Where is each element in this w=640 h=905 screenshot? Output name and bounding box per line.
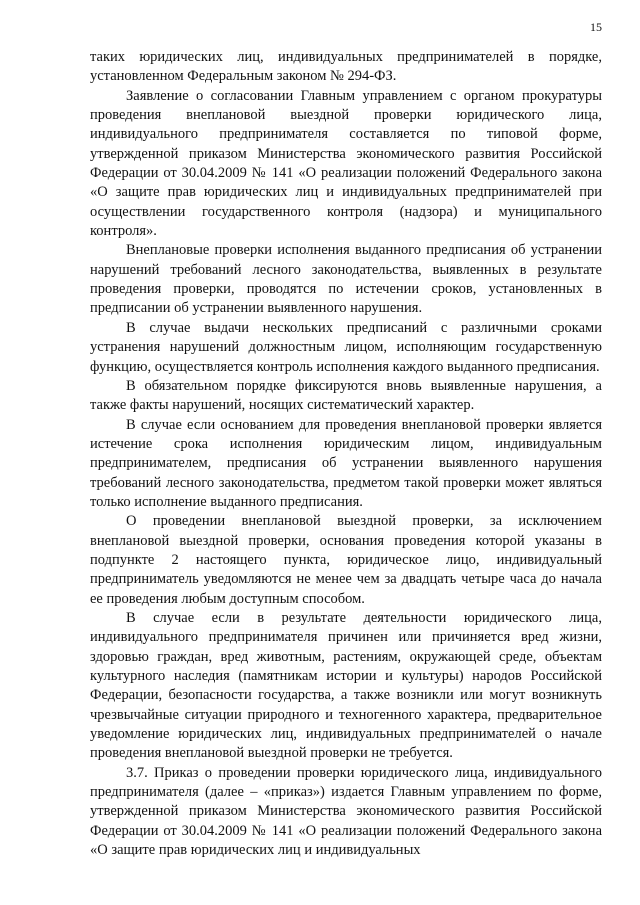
paragraph-application-approval: Заявление о согласовании Главным управлением с органом прокуратуры проведения внеплановой выездной проверки юридического лица, индивидуального предпринимателя составляется по типовой форме, утвержденной приказом Министерства экономического развития Российской Федерации от 30.04.2009 № 141 «О реализации положений Федерального закона «О защите прав юридических лиц и индивидуальных предпринимателей при осуществлении государственного контроля (надзора) и муниципального контроля».	[90, 87, 602, 240]
page-number: 15	[590, 20, 602, 34]
paragraph-new-violations: В обязательном порядке фиксируются вновь выявленные нарушения, а также факты нарушений, носящих систематический характер.	[90, 377, 602, 414]
paragraph-inspection-basis: В случае если основанием для проведения внеплановой проверки является истечение срока исполнения юридическим лицом, индивидуальным предпринимателем, предписания об устранении выявленного нарушения требований лесного законодательства, предметом такой проверки может являться только исполнение выданного предписания.	[90, 416, 602, 510]
paragraph-harm-case: В случае если в результате деятельности юридического лица, индивидуального предпринимателя причинен или причиняется вред жизни, здоровью граждан, вред животным, растениям, окружающей среде, объектам культурного наследия (памятникам истории и культуры) народов Российской Федерации, безопасности государства, а также возникли или могут возникнуть чрезвычайные ситуации природного и техногенного характера, предварительное уведомление юридических лиц, индивидуальных предпринимателей о начале проведения внеплановой выездной проверки не требуется.	[90, 609, 602, 762]
paragraph-continuation: таких юридических лиц, индивидуальных предпринимателей в порядке, установленном Федеральным законом № 294-ФЗ.	[90, 49, 602, 85]
paragraph-notification: О проведении внеплановой выездной проверки, за исключением внеплановой выездной проверки, основания проведения которой указаны в подпункте 2 настоящего пункта, юридическое лицо, индивидуальный предприниматель уведомляются не менее чем за двадцать четыре часа до начала ее проведения любым доступным способом.	[90, 513, 602, 607]
paragraph-multiple-orders: В случае выдачи нескольких предписаний с различными сроками устранения нарушений должностным лицом, исполняющим государственную функцию, осуществляется контроль исполнения каждого выданного предписания.	[90, 319, 602, 375]
paragraph-unscheduled-inspections: Внеплановые проверки исполнения выданного предписания об устранении нарушений требований лесного законодательства, выявленных в результате проведения проверки, проводятся по истечении сроков, установленных в предписании об устранении выявленного нарушения.	[90, 242, 602, 317]
paragraph-section-3-7: 3.7. Приказ о проведении проверки юридического лица, индивидуального предпринимателя (далее – «приказ») издается Главным управлением по форме, утвержденной приказом Министерства экономического развития Российской Федерации от 30.04.2009 № 141 «О реализации положений Федерального закона «О защите прав юридических лиц и индивидуальных	[90, 764, 602, 859]
